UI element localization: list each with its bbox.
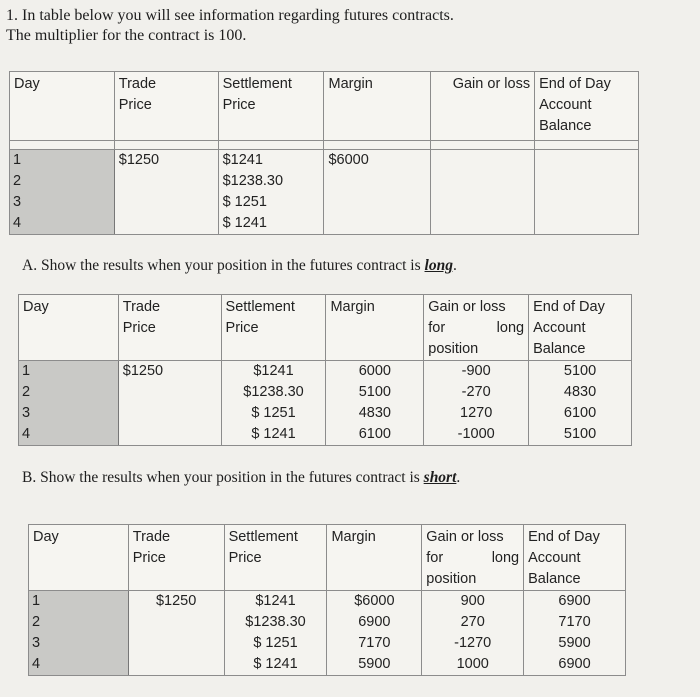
header-trade-price: Trade Price (128, 525, 224, 591)
header-day: Day (10, 72, 115, 141)
intro-line-1: 1. In table below you will see information regarding futures contracts. (6, 7, 454, 24)
short-emphasis: short (423, 469, 457, 486)
balance-cell: 4830 (529, 382, 632, 403)
header-margin: Margin (324, 72, 431, 141)
day-cell: 4 (29, 654, 129, 676)
balance-cell: 7170 (524, 612, 626, 633)
header-day: Day (19, 295, 119, 361)
header-gain-loss-long: Gain or loss for long position (424, 295, 529, 361)
gain-cell: 900 (422, 591, 524, 613)
part-a-heading: A. Show the results when your position in the futures contract is long. (22, 257, 457, 274)
margin-cell: 6000 (326, 361, 424, 383)
balance-cell: 5100 (529, 361, 632, 383)
table-row (10, 192, 639, 213)
table-row (29, 633, 626, 654)
header-trade-price: Trade Price (114, 72, 218, 141)
header-margin: Margin (327, 525, 422, 591)
balance-cell: 5900 (524, 633, 626, 654)
header-gain-loss: Gain or loss (431, 72, 535, 141)
header-gain-loss-long: Gain or loss for long position (422, 525, 524, 591)
gain-cell: -270 (424, 382, 529, 403)
settlement-cell: $ 1251 (221, 403, 326, 424)
table-row (29, 591, 626, 613)
header-settlement-price: Settlement Price (218, 72, 324, 141)
trade-price-cell: $1250 (128, 591, 224, 613)
header-settlement-price: Settlement Price (221, 295, 326, 361)
gain-cell: -1000 (424, 424, 529, 446)
table-row (10, 171, 639, 192)
table-header (29, 525, 626, 591)
table-row (10, 150, 639, 172)
trade-price-cell: $1250 (118, 361, 221, 383)
table-header (19, 295, 632, 361)
balance-cell: 6900 (524, 591, 626, 613)
day-cell: 3 (19, 403, 119, 424)
short-position-table (28, 524, 626, 676)
settlement-cell: $1238.30 (221, 382, 326, 403)
day-cell: 4 (10, 213, 115, 235)
settlement-cell: $ 1251 (224, 633, 327, 654)
intro-text (6, 6, 454, 46)
margin-cell: $6000 (327, 591, 422, 613)
header-end-of-day-balance: End of Day Account Balance (524, 525, 626, 591)
margin-cell: 4830 (326, 403, 424, 424)
intro-line-2: The multiplier for the contract is 100. (6, 27, 247, 44)
balance-cell: 6900 (524, 654, 626, 676)
table-row (19, 382, 632, 403)
settlement-cell: $ 1251 (218, 192, 324, 213)
day-cell: 2 (29, 612, 129, 633)
table-row (19, 424, 632, 446)
table-header (10, 72, 639, 141)
margin-cell: 5900 (327, 654, 422, 676)
settlement-cell: $1241 (221, 361, 326, 383)
day-cell: 1 (10, 150, 115, 172)
day-cell: 1 (19, 361, 119, 383)
table-row (10, 213, 639, 235)
settlement-cell: $1238.30 (224, 612, 327, 633)
header-end-of-day-balance: End of Day Account Balance (535, 72, 639, 141)
settlement-cell: $ 1241 (218, 213, 324, 235)
gain-cell: -1270 (422, 633, 524, 654)
futures-info-table (9, 71, 639, 235)
margin-cell: 6900 (327, 612, 422, 633)
gain-cell: -900 (424, 361, 529, 383)
table-row (19, 403, 632, 424)
header-margin: Margin (326, 295, 424, 361)
long-position-table (18, 294, 632, 446)
settlement-cell: $1238.30 (218, 171, 324, 192)
gain-cell: 270 (422, 612, 524, 633)
table-row (29, 612, 626, 633)
part-b-heading: B. Show the results when your position in the futures contract is short. (22, 469, 461, 486)
day-cell: 2 (10, 171, 115, 192)
header-trade-price: Trade Price (118, 295, 221, 361)
gain-cell: 1270 (424, 403, 529, 424)
balance-cell: 5100 (529, 424, 632, 446)
day-cell: 1 (29, 591, 129, 613)
margin-cell: 6100 (326, 424, 424, 446)
trade-price-cell: $1250 (114, 150, 218, 172)
table-row (29, 654, 626, 676)
gain-cell: 1000 (422, 654, 524, 676)
margin-cell: $6000 (324, 150, 431, 172)
day-cell: 2 (19, 382, 119, 403)
long-emphasis: long (424, 257, 453, 274)
settlement-cell: $1241 (224, 591, 327, 613)
day-cell: 3 (29, 633, 129, 654)
settlement-cell: $ 1241 (221, 424, 326, 446)
header-day: Day (29, 525, 129, 591)
header-settlement-price: Settlement Price (224, 525, 327, 591)
day-cell: 4 (19, 424, 119, 446)
margin-cell: 7170 (327, 633, 422, 654)
settlement-cell: $1241 (218, 150, 324, 172)
header-end-of-day-balance: End of Day Account Balance (529, 295, 632, 361)
margin-cell: 5100 (326, 382, 424, 403)
balance-cell: 6100 (529, 403, 632, 424)
settlement-cell: $ 1241 (224, 654, 327, 676)
day-cell: 3 (10, 192, 115, 213)
table-row (19, 361, 632, 383)
